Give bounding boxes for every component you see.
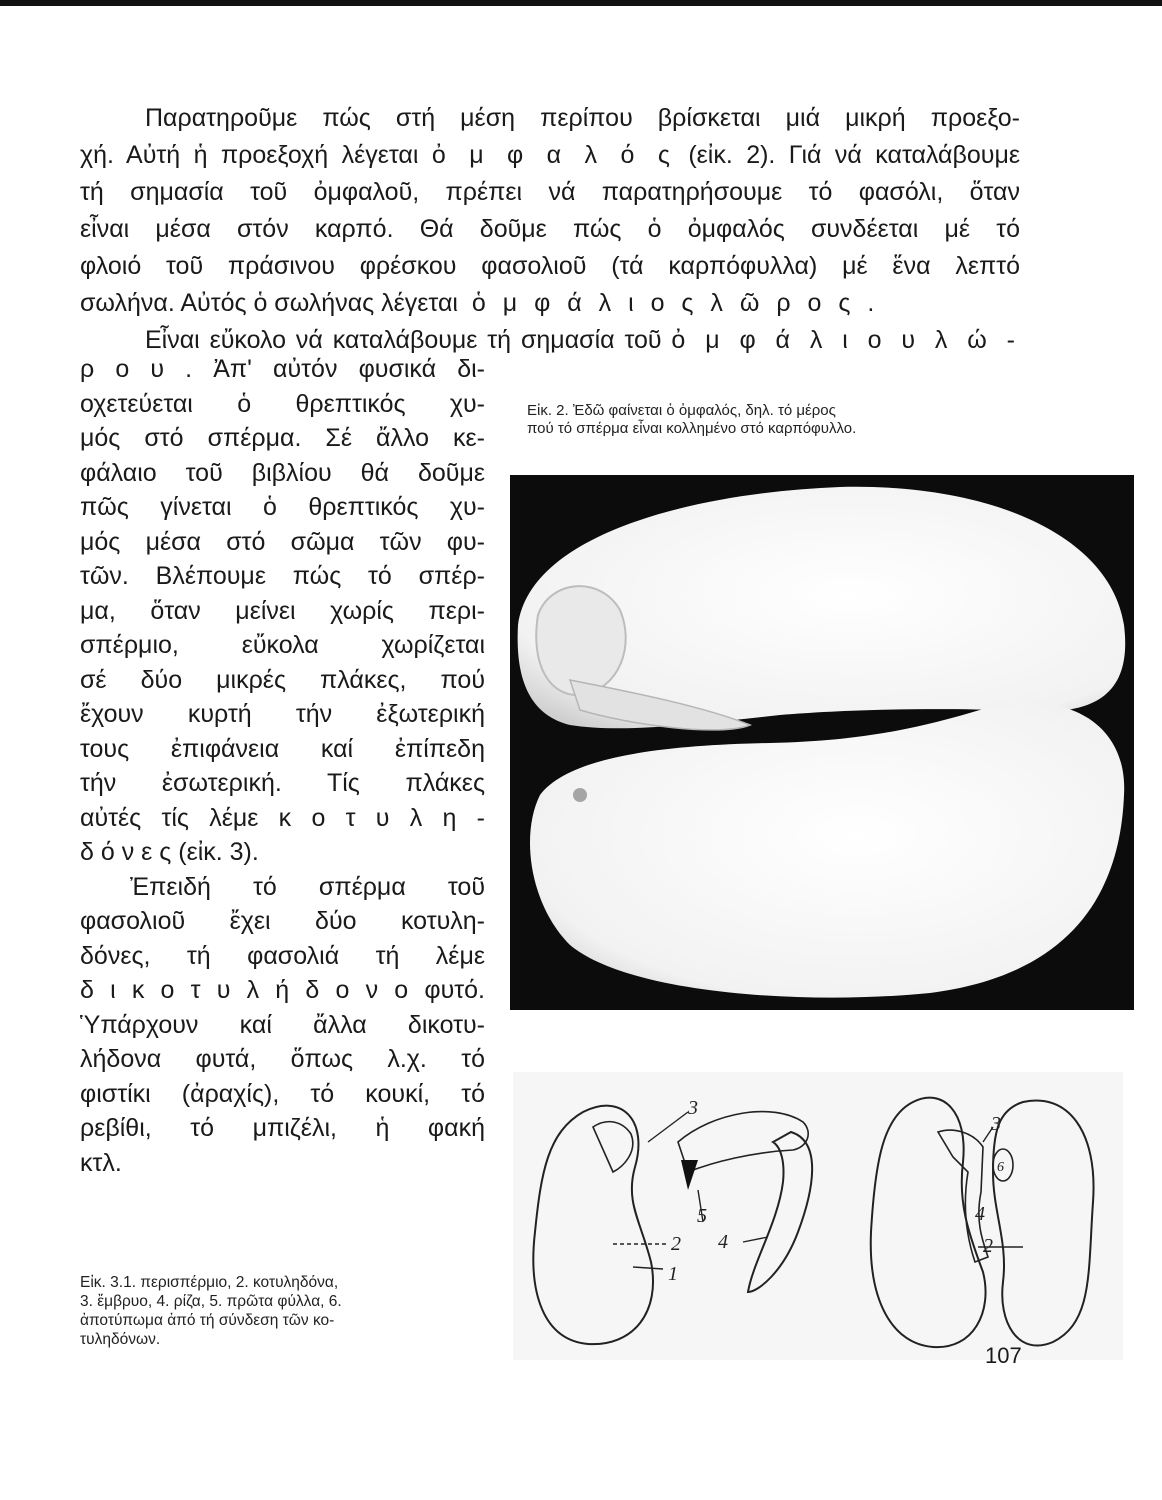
fig2-caption — [527, 402, 1037, 438]
label-2-left: 2 — [671, 1233, 681, 1255]
intro-line-6: σωλήνα. Αὐτός ὁ σωλήνας λέγεται ὁ μ φ ά λ ι ο ς λ ῶ ρ ο ς . — [80, 289, 880, 317]
term-omphaliou: ὀ μ φ ά λ ι ο υ λ ώ - — [671, 326, 1020, 354]
intro-line-4: εἶναι μέσα στόν καρπό. Θά δοῦμε πώς ὁ ὀμφαλός συνδέεται μέ τό — [80, 215, 1020, 243]
fig2-photo — [510, 475, 1134, 1010]
label-2-right: 2 — [983, 1235, 993, 1257]
bean-photo-svg — [510, 475, 1134, 1010]
left-embryo — [593, 1122, 633, 1172]
label-4-right: 4 — [975, 1203, 985, 1225]
column-line: σπέρμιο, εὔκολα χωρίζεται — [80, 631, 485, 659]
narrow-column — [80, 352, 485, 1180]
hilum-mark — [573, 788, 587, 802]
column-line: φιστίκι (ἀραχίς), τό κουκί, τό — [80, 1079, 485, 1108]
intro-line-5: φλοιό τοῦ πράσινου φρέσκου φασολιοῦ (τά καρπόφυλλα) μέ ἕνα λεπτό — [80, 252, 1020, 280]
arrow-3-left — [648, 1112, 688, 1142]
fig3-caption-line: τυληδόνων. — [80, 1331, 161, 1348]
right-seed-right-half — [993, 1100, 1094, 1345]
column-line: σέ δύο μικρές πλάκες, πού — [80, 665, 485, 694]
bean-diagram-svg — [513, 1072, 1123, 1360]
label-1: 1 — [668, 1263, 678, 1285]
fig2-caption-line: πού τό σπέρμα εἶναι κολλημένο στό καρπόφυλλο. — [527, 420, 857, 437]
left-radicle — [748, 1132, 812, 1292]
column-line: τους ἐπιφάνεια καί ἐπίπεδη — [80, 734, 485, 763]
column-line: μα, ὅταν μείνει χωρίς περι- — [80, 596, 485, 625]
label-3-right: 3 — [991, 1113, 1001, 1135]
column-line: οχετεύεται ὁ θρεπτικός χυ- — [80, 389, 485, 418]
column-line: δ ι κ ο τ υ λ ή δ ο ν ο φυτό. — [80, 976, 485, 1004]
fig3-drawing — [513, 1072, 1123, 1360]
label-3-left: 3 — [688, 1097, 698, 1119]
intro-line-3: τή σημασία τοῦ ὀμφαλοῦ, πρέπει νά παρατηρήσουμε τό φασόλι, ὅταν — [80, 178, 1020, 206]
embryo-lobe — [536, 586, 625, 695]
label-4-left: 4 — [718, 1231, 728, 1253]
column-line: πῶς γίνεται ὁ θρεπτικός χυ- — [80, 493, 485, 521]
column-line: μός μέσα στό σῶμα τῶν φυ- — [80, 527, 485, 556]
top-rule — [0, 0, 1162, 6]
leaf-fill — [681, 1160, 698, 1190]
column-line: φάλαιο τοῦ βιβλίου θά δοῦμε — [80, 458, 485, 487]
page-number: 107 — [985, 1343, 1022, 1368]
column-line: δ ό ν ε ς (εἰκ. 3). — [80, 838, 259, 866]
term-omphalos: ὀ μ φ α λ ό ς — [431, 141, 675, 169]
left-seed-outline — [533, 1106, 653, 1344]
intro-paragraph — [80, 100, 1020, 359]
intro-line-1: Παρατηροῦμε πώς στή μέση περίπου βρίσκεται μιά μικρή προεξο- — [145, 104, 1020, 132]
separated-cotyledon — [678, 1112, 808, 1172]
fig3-caption-line: ἀποτύπωμα ἀπό τή σύνδεση τῶν κο- — [80, 1312, 335, 1329]
column-line: λήδονα φυτά, ὅπως λ.χ. τό — [80, 1045, 485, 1073]
column-line: ἔχουν κυρτή τήν ἐξωτερική — [80, 700, 485, 728]
term-omphalios-loros: ὁ μ φ ά λ ι ο ς λ ῶ ρ ο ς . — [471, 289, 880, 317]
fig3-caption-line: Εἰκ. 3.1. περισπέρμιο, 2. κοτυληδόνα, — [80, 1274, 339, 1291]
arrow-1 — [633, 1267, 663, 1269]
column-line: τῶν. Βλέπουμε πώς τό σπέρ- — [80, 562, 485, 590]
label-6: 6 — [997, 1160, 1004, 1175]
fig3-caption — [80, 1273, 490, 1349]
column-line: δόνες, τή φασολιά τή λέμε — [80, 941, 485, 970]
column-line: ρ ο υ . Ἀπ' αὐτόν φυσικά δι- — [80, 355, 485, 383]
intro-line-2: χή. Αὐτή ἡ προεξοχή λέγεται ὀ μ φ α λ ό ς (εἰκ. 2). Γιά νά καταλάβουμε — [80, 141, 1021, 169]
fig2-caption-line: Εἰκ. 2. Ἐδῶ φαίνεται ὁ ὀμφαλός, δηλ. τό μέρος — [527, 402, 836, 419]
fig3-caption-line: 3. ἔμβρυο, 4. ρίζα, 5. πρῶτα φύλλα, 6. — [80, 1293, 342, 1310]
column-line: κτλ. — [80, 1148, 122, 1177]
lower-cotyledon — [530, 703, 1124, 998]
column-line: ρεβίθι, τό μπιζέλι, ἡ φακή — [80, 1114, 485, 1142]
column-line: Ὑπάρχουν καί ἄλλα δικοτυ- — [80, 1010, 485, 1039]
column-line: μός στό σπέρμα. Σέ ἄλλο κε- — [80, 424, 485, 452]
column-line: τήν ἐσωτερική. Τίς πλάκες — [80, 769, 485, 797]
intro-line-7: Εἶναι εὔκολο νά καταλάβουμε τή σημασία τοῦ ὀ μ φ ά λ ι ο υ λ ώ - — [145, 326, 1020, 354]
label-5: 5 — [697, 1205, 707, 1227]
column-line: αὐτές τίς λέμε κ ο τ υ λ η - — [80, 803, 485, 832]
column-line: φασολιοῦ ἔχει δύο κοτυλη- — [80, 907, 485, 935]
column-line: Ἐπειδή τό σπέρμα τοῦ — [130, 872, 485, 901]
